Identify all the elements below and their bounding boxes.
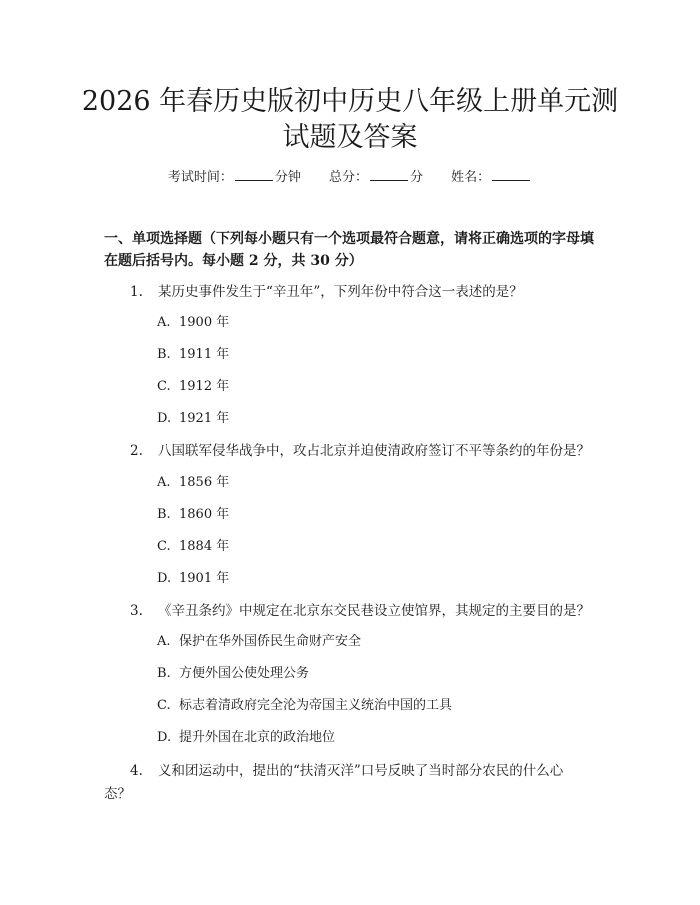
option-letter: C. <box>157 539 171 554</box>
question-1-option-b <box>157 345 229 365</box>
option-text: 1860 年 <box>179 507 230 522</box>
question-1-option-d <box>157 409 229 429</box>
option-text: 1921 年 <box>179 411 230 426</box>
option-text: 1912 年 <box>179 379 230 394</box>
option-text: 标志着清政府完全沦为帝国主义统治中国的工具 <box>179 698 453 713</box>
option-text: 提升外国在北京的政治地位 <box>179 730 336 745</box>
section-heading-line-1: 一、单项选择题（下列每小题只有一个选项最符合题意，请将正确选项的字母填 <box>104 231 594 247</box>
student-name-field <box>451 168 532 188</box>
option-letter: D. <box>157 730 172 745</box>
student-name-label: 姓名： <box>451 170 491 185</box>
total-score-field <box>329 168 423 188</box>
total-score-blank <box>370 168 408 181</box>
option-text: 保护在华外国侨民生命财产安全 <box>179 634 362 649</box>
option-letter: A. <box>157 315 171 330</box>
question-2-option-a <box>157 473 229 493</box>
question-3-option-a <box>157 632 361 652</box>
question-number: 2. <box>130 443 143 459</box>
question-text: 义和团运动中，提出的“扶清灭洋”口号反映了当时部分农民的什么心 <box>158 763 564 779</box>
option-letter: A. <box>157 475 171 490</box>
question-number: 3. <box>130 603 143 619</box>
exam-time-unit: 分钟 <box>274 170 301 185</box>
option-text: 1856 年 <box>179 475 230 490</box>
exam-title-line-1: 2026 年春历史版初中历史八年级上册单元测 <box>81 86 619 117</box>
question-2-option-c <box>157 537 229 557</box>
exam-meta-row <box>0 168 700 188</box>
question-number: 1. <box>130 284 143 300</box>
option-letter: D. <box>157 411 172 426</box>
exam-time-field <box>168 168 301 188</box>
option-letter: B. <box>157 507 171 522</box>
option-letter: A. <box>157 634 171 649</box>
question-2 <box>130 440 600 462</box>
question-3-option-c <box>157 696 452 716</box>
question-text: 某历史事件发生于“辛丑年”，下列年份中符合这一表述的是？ <box>158 284 523 300</box>
exam-time-label: 考试时间： <box>167 170 233 185</box>
option-letter: C. <box>157 379 171 394</box>
option-text: 方便外国公使处理公务 <box>179 666 310 681</box>
exam-title-line-2: 试题及答案 <box>282 122 418 153</box>
option-letter: B. <box>157 666 171 681</box>
question-4-text-continued: 态？ <box>104 786 131 802</box>
question-3 <box>130 600 600 622</box>
option-text: 1911 年 <box>179 347 230 362</box>
question-3-option-d <box>157 728 335 748</box>
question-4 <box>130 760 600 782</box>
option-text: 1901 年 <box>179 571 230 586</box>
option-letter: D. <box>157 571 172 586</box>
student-name-blank <box>492 168 530 181</box>
option-letter: B. <box>157 347 171 362</box>
question-number: 4. <box>130 763 143 779</box>
question-2-option-d <box>157 569 229 589</box>
question-3-option-b <box>157 664 309 684</box>
question-1 <box>130 281 600 303</box>
question-1-option-c <box>157 377 229 397</box>
total-score-unit: 分 <box>410 170 424 185</box>
option-letter: C. <box>157 698 171 713</box>
section-heading-line-2: 在题后括号内。每小题 2 分，共 30 分） <box>104 253 363 269</box>
question-text: 《辛丑条约》中规定在北京东交民巷设立使馆界，其规定的主要目的是？ <box>158 603 590 619</box>
question-text: 八国联军侵华战争中，攻占北京并迫使清政府签订不平等条约的年份是？ <box>158 443 590 459</box>
question-1-option-a <box>157 313 229 333</box>
total-score-label: 总分： <box>328 170 368 185</box>
question-2-option-b <box>157 505 229 525</box>
exam-time-blank <box>235 168 273 181</box>
option-text: 1884 年 <box>179 539 230 554</box>
option-text: 1900 年 <box>179 315 230 330</box>
